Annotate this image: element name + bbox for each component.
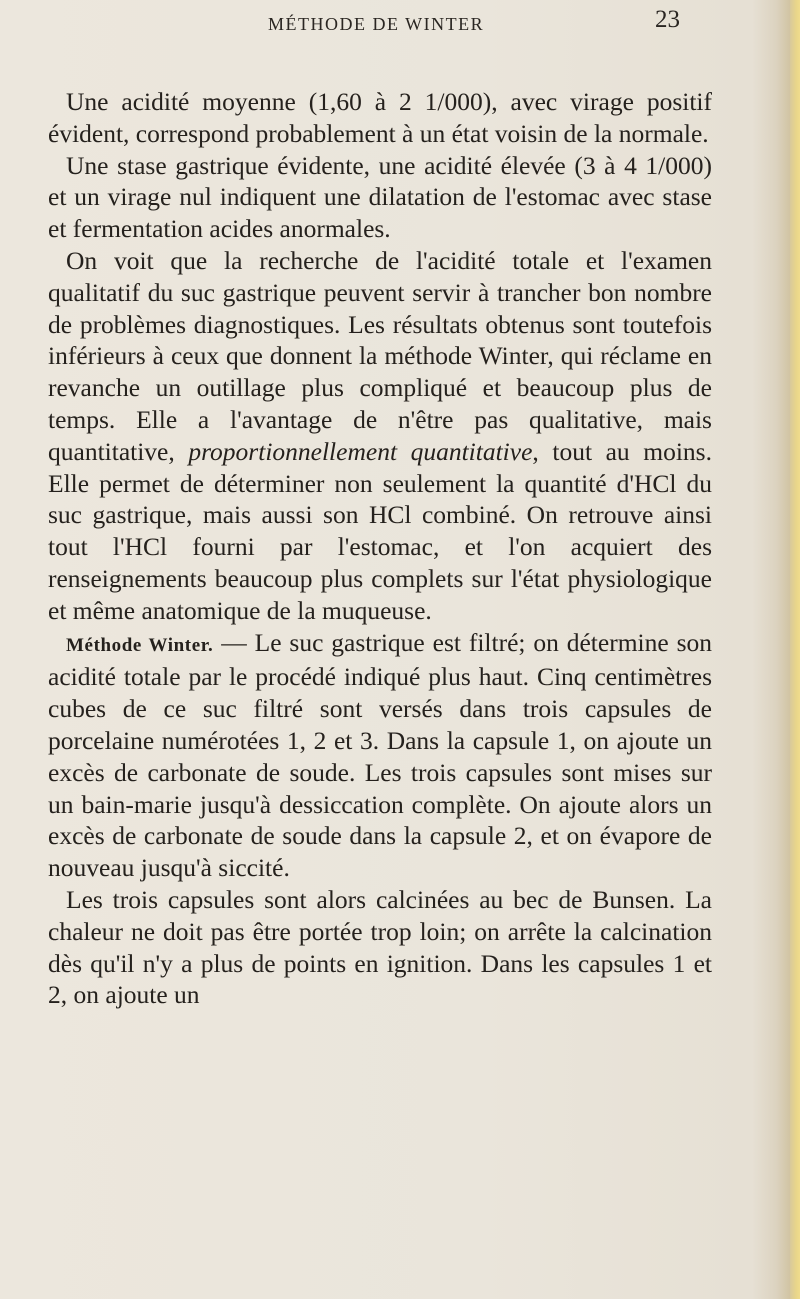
paragraph-5: Les trois capsules sont alors calcinées au bec de Bunsen. La chaleur ne doit pas être portée trop loin; on arrête la calcination dès qu'il n'y a plus de points en ignition. Dans les capsules 1 et 2, on ajoute un [48,884,712,1010]
italic-term: proportionnellement quantitative [188,436,533,466]
section-run-in-heading: Méthode Winter. [66,634,214,656]
paragraph-4 [48,627,712,884]
paragraph-1: Une acidité moyenne (1,60 à 2 1/000), avec virage positif évident, correspond probablement à un état voisin de la normale. [48,87,712,148]
paragraph-3 [48,245,712,627]
body-text [48,86,712,1011]
page-header [0,4,800,44]
paragraph-4-text: — Le suc gastrique est filtré; on détermine son acidité totale par le procédé indiqué plus haut. Cinq centimètres cubes de ce suc filtré sont versés dans trois capsules de porcelaine numérotées 1, 2 et 3. Dans la capsule 1, on ajoute un excès de carbonate de soude. Les trois capsules sont mises sur un bain-marie jusqu'à dessiccation complète. On ajoute alors un excès de carbonate de soude dans la capsule 2, et on évapore de nouveau jusqu'à siccité. [48,627,712,883]
page-edge [790,0,800,1299]
paragraph-2: Une stase gastrique évidente, une acidité élevée (3 à 4 1/000) et un virage nul indiquent une dilatation de l'estomac avec stase et fermentation acides anormales. [48,150,712,244]
page-number: 23 [655,6,680,33]
paragraph-3-part-b: , tout au moins. Elle permet de déterminer non seulement la quantité d'HCl du suc gastrique, mais aussi son HCl combiné. On retrouve ainsi tout l'HCl fourni par l'estomac, et l'on acquiert des renseignements beaucoup plus complets sur l'état physiologique et même anatomique de la muqueuse. [48,436,712,625]
running-head: MÉTHODE DE WINTER [268,14,485,34]
paragraph-3-part-a: On voit que la recherche de l'acidité totale et l'examen qualitatif du suc gastrique peuvent servir à trancher bon nombre de problèmes diagnostiques. Les résultats obtenus sont toutefois inférieurs à ceux que donnent la méthode Winter, qui réclame en revanche un outillage plus compliqué et beaucoup plus de temps. Elle a l'avantage de n'être pas qualitative, mais quantitative, [48,245,712,466]
